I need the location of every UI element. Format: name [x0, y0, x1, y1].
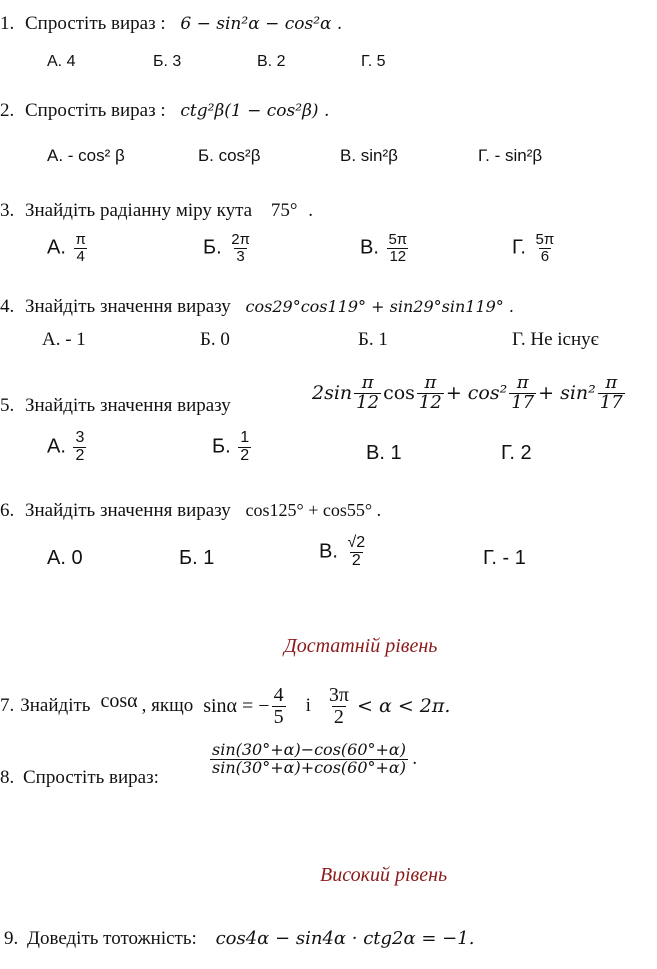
- math-expression: ctg²β(1 − cos²β) .: [180, 101, 330, 121]
- fraction: $\frac{3}{2}$: [75, 429, 85, 464]
- level-heading-sufficient: Достатній рівень: [284, 635, 438, 657]
- question-9: [4, 928, 474, 950]
- fraction: $\frac{\pi}{4}$: [75, 231, 86, 265]
- option-label: В.: [319, 540, 338, 563]
- option-a: А. - 1: [42, 329, 86, 350]
- period: .: [308, 200, 313, 221]
- math-expression: 6 − sin²α − cos²α .: [180, 14, 343, 34]
- question-number: 7.: [0, 695, 15, 716]
- fraction: $\frac{5\pi}{12}$: [388, 231, 408, 265]
- question-1: [0, 13, 342, 35]
- option-c: Б. 1: [358, 329, 388, 350]
- question-number: 1.: [0, 13, 15, 34]
- question-3: [0, 200, 313, 222]
- math-expression: cos125° + cos55° .: [245, 500, 382, 520]
- fraction: $\frac{4}{5}$: [273, 683, 284, 728]
- question-number: 2.: [0, 100, 15, 121]
- math-expression: 2sin $\frac{\pi}{12}$ cos $\frac{\pi}{12}$ + cos² $\frac{\pi}{17}$ + sin² $\frac{\pi}{17}$: [312, 372, 623, 413]
- fraction: $\frac{3\pi}{2}$: [328, 683, 349, 728]
- option-a: А. - cos² β: [47, 146, 125, 165]
- question-4: [0, 296, 514, 318]
- option-b: Б. 1: [179, 547, 215, 569]
- fraction: $\frac{5\pi}{6}$: [535, 231, 555, 265]
- option-label: А.: [47, 435, 66, 458]
- question-text: Спростіть вираз:: [23, 767, 159, 788]
- option-label: А.: [47, 236, 66, 259]
- fraction: $\frac{2\pi}{3}$: [231, 231, 250, 265]
- question-text: Знайдіть значення виразу: [25, 296, 231, 317]
- question-5: [0, 395, 231, 417]
- fraction: $\frac{\pi}{17}$: [599, 372, 623, 413]
- option-b: [212, 430, 253, 465]
- option-c: [360, 232, 411, 265]
- fraction: $\frac{\pi}{12}$: [356, 372, 380, 413]
- option-d: Г. - sin²β: [478, 146, 543, 165]
- option-b: Б. 3: [153, 53, 182, 70]
- option-label: Б.: [212, 435, 231, 458]
- option-c: [319, 535, 369, 570]
- question-number: 9.: [4, 928, 19, 949]
- option-d: Г. 5: [361, 53, 386, 70]
- option-d: [512, 232, 558, 265]
- question-number: 5.: [0, 395, 15, 416]
- option-b: Б. cos²β: [198, 146, 261, 165]
- fraction: $\frac{\sin(30^\circ+\alpha)-\cos(60^\circ+\alpha)}{\sin(30^\circ+\alpha)+\cos(60^\circ+\alpha)}$: [212, 740, 406, 777]
- option-a: [47, 430, 88, 465]
- option-d: Г. - 1: [483, 547, 526, 569]
- option-label: Б.: [203, 236, 222, 259]
- question-6: [0, 500, 381, 522]
- option-d: Г. 2: [501, 442, 532, 464]
- question-8: [0, 767, 159, 789]
- option-label: Г.: [512, 236, 526, 259]
- option-d: Г. Не існує: [512, 329, 599, 350]
- level-heading-high: Високий рівень: [320, 864, 448, 886]
- fraction: $\frac{√2}{2}$: [347, 534, 366, 569]
- question-number: 8.: [0, 767, 15, 788]
- sin-condition: sinα = −: [203, 694, 270, 717]
- option-b: [203, 232, 254, 265]
- option-c: В. 1: [366, 442, 402, 464]
- option-b: Б. 0: [200, 329, 230, 350]
- period: .: [411, 749, 418, 770]
- cos-alpha: cosα: [100, 689, 138, 712]
- interval: < α < 2π.: [356, 695, 451, 717]
- option-c: В. sin²β: [340, 146, 398, 165]
- question-text: Спростіть вираз :: [25, 13, 166, 34]
- option-c: В. 2: [257, 53, 286, 70]
- question-number: 6.: [0, 500, 15, 521]
- fraction: $\frac{\pi}{17}$: [511, 372, 535, 413]
- option-a: А. 4: [47, 53, 76, 70]
- option-a: А. 0: [47, 547, 83, 569]
- question-text: Знайдіть: [20, 695, 91, 716]
- option-a: [47, 232, 90, 265]
- math-expression: cos29°cos119° + sin29°sin119° .: [245, 297, 514, 316]
- fraction: $\frac{1}{2}$: [240, 429, 250, 464]
- question-text: Спростіть вираз :: [25, 100, 166, 121]
- question-text: Знайдіть значення виразу: [25, 395, 231, 416]
- math-expression: [208, 742, 417, 777]
- math-expression: cos4α − sin4α · ctg2α = −1.: [215, 928, 475, 949]
- angle-value: 75°: [270, 200, 298, 221]
- question-text: Знайдіть значення виразу: [25, 500, 231, 521]
- conjunction: і: [305, 695, 311, 716]
- question-text: Знайдіть радіанну міру кута: [25, 200, 253, 221]
- question-text-2: , якщо: [141, 695, 194, 716]
- option-label: В.: [360, 236, 379, 259]
- question-text: Доведіть тотожність:: [27, 928, 197, 949]
- fraction: $\frac{\pi}{12}$: [418, 372, 442, 413]
- question-2: [0, 100, 329, 122]
- question-7: [0, 680, 450, 732]
- question-number: 4.: [0, 296, 15, 317]
- question-number: 3.: [0, 200, 15, 221]
